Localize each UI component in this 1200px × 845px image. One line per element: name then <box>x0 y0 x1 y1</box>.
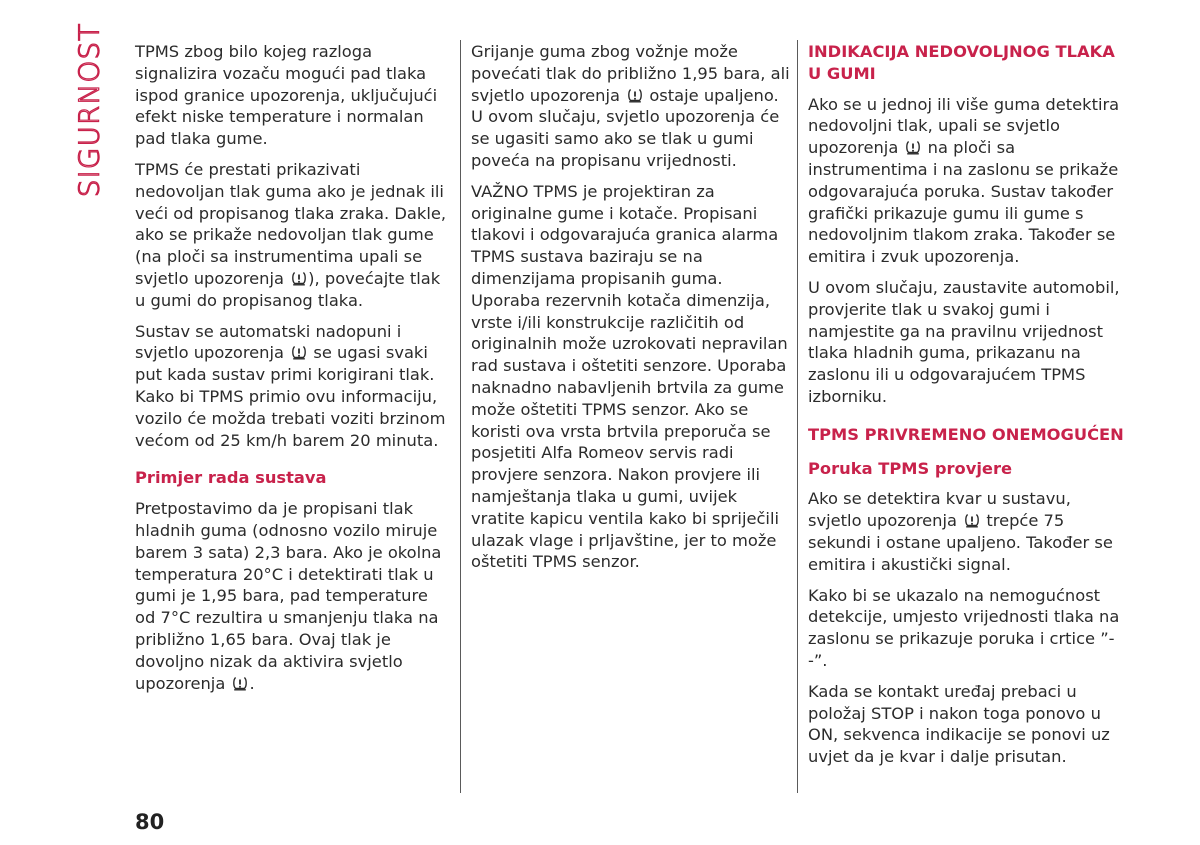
tpms-warning-icon <box>231 675 248 691</box>
tpms-warning-icon <box>290 345 307 361</box>
paragraph: Pretpostavimo da je propisani tlak hladnih guma (odnosno vozilo miruje barem 3 sata) 2,3 bara. Ako je okolna temperatura 20°C i detektirati tlak u gumi je 1,95 bara, pad temperature od 7°C rezultira u smanjenju tlaka na približno 1,65 bara. Ovaj tlak je dovoljno nizak da aktivira svjetlo upozorenja . <box>135 499 442 693</box>
paragraph: Ako se detektira kvar u sustavu, svjetlo upozorenja trepće 75 sekundi i ostane upaljeno. Također se emitira i akustički signal. <box>808 489 1113 574</box>
tpms-warning-icon <box>290 270 307 286</box>
paragraph: Kako bi se ukazalo na nemogućnost detekcije, umjesto vrijednosti tlaka na zaslonu se prikazuje poruka i crtice ”- -”. <box>808 585 1120 670</box>
paragraph: Grijanje guma zbog vožnje može povećati tlak do približno 1,95 bara, ali svjetlo upozorenja ostaje upaljeno. U ovom slučaju, svjetlo upozorenja će se ugasiti samo ako se tlak u gumi poveća na propisanu vrijednosti. <box>471 42 790 170</box>
section-heading: INDIKACIJA NEDOVOLJNOG TLAKA U GUMI <box>808 42 1115 83</box>
paragraph: TPMS zbog bilo kojeg razloga signalizira vozaču mogući pad tlaka ispod granice upozorenja, uključujući efekt niske temperature i normalan pad tlaka gume. <box>135 42 438 149</box>
paragraph: VAŽNO TPMS je projektiran za originalne gume i kotače. Propisani tlakovi i odgovarajuća granica alarma TPMS sustava baziraju se na dimenzijama propisanih guma. Uporaba rezervnih kotača dimenzija, vrste i/ili konstrukcije različitih od originalnih može uzrokovati nepravilan rad sustava i oštetiti senzore. Uporaba naknadno nabavljenih brtvila za gume može oštetiti TPMS senzor. Ako se koristi ova vrsta brtvila preporuča se posjetiti Alfa Romeov servis radi provjere senzora. Nakon provjere ili namještanja tlaka u gumi, uvijek vratite kapicu ventila kako bi spriječili ulazak vlage i prljavštine, jer to može oštetiti TPMS senzor. <box>471 181 788 572</box>
column-2 <box>471 41 791 582</box>
tpms-warning-icon <box>963 513 980 529</box>
section-tab <box>72 22 106 198</box>
section-heading: TPMS PRIVREMENO ONEMOGUĆEN <box>808 424 1124 444</box>
paragraph: TPMS će prestati prikazivati nedovoljan tlak guma ako je jednak ili veći od propisanog tlaka zraka. Dakle, ako se prikaže nedovoljan tlak gume (na ploči sa instrumentima upali se svjetlo upozorenja ), povećajte tlak u gumi do propisanog tlaka. <box>135 159 447 310</box>
page-number: 80 <box>135 810 165 834</box>
subsection-heading: Poruka TPMS provjere <box>808 458 1013 478</box>
column-3 <box>808 41 1126 777</box>
column-divider <box>460 40 461 793</box>
section-tab-label: SIGURNOST <box>72 22 106 198</box>
section-heading: Primjer rada sustava <box>135 468 327 488</box>
paragraph: Ako se u jednoj ili više guma detektira nedovoljni tlak, upali se svjetlo upozorenja na ploči sa instrumentima i na zaslonu se prikaže odgovarajuća poruka. Sustav također grafički prikazuje gumu ili gume s nedovoljnim tlakom zraka. Također se emitira i zvuk upozorenja. <box>808 94 1120 267</box>
tpms-warning-icon <box>904 140 921 156</box>
paragraph: Sustav se automatski nadopuni i svjetlo upozorenja se ugasi svaki put kada sustav primi korigirani tlak. Kako bi TPMS primio ovu informaciju, vozilo će možda trebati voziti brzinom većom od 25 km/h barem 20 minuta. <box>135 321 446 450</box>
column-1 <box>135 41 453 703</box>
tpms-warning-icon <box>626 87 643 103</box>
paragraph: U ovom slučaju, zaustavite automobil, provjerite tlak u svakoj gumi i namjestite ga na pravilnu vrijednost tlaka hladnih guma, prikazanu na zaslonu ili u odgovarajućem TPMS izborniku. <box>808 277 1120 406</box>
paragraph: Kada se kontakt uređaj prebaci u položaj STOP i nakon toga ponovo u ON, sekvenca indikacije se ponovi uz uvjet da je kvar i dalje prisutan. <box>808 681 1110 767</box>
column-divider <box>797 40 798 793</box>
